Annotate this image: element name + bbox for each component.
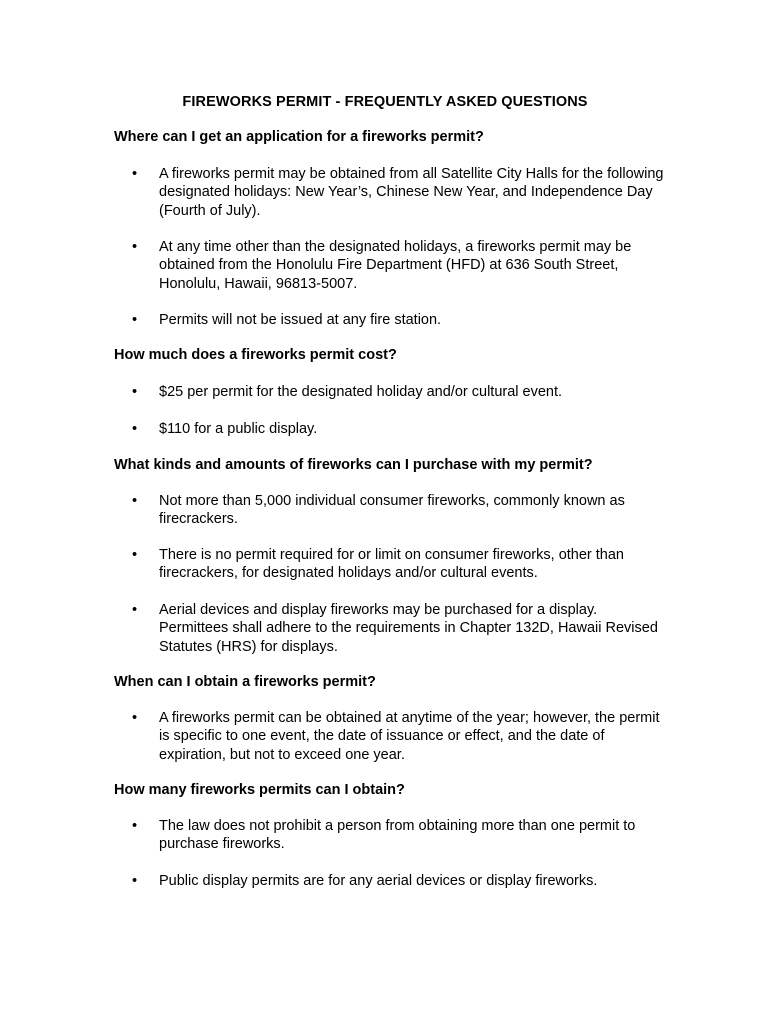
faq-question: How many fireworks permits can I obtain?: [114, 782, 405, 798]
faq-answer: $110 for a public display.: [159, 421, 318, 437]
bullet-icon: •: [132, 166, 138, 182]
faq-answer: A fireworks permit can be obtained at anytime of the year; however, the permit is specific to one event, the date of issuance or effect, and the date of expiration, but not to exceed one year.: [159, 710, 660, 763]
faq-answer: Aerial devices and display fireworks may be purchased for a display. Permittees shall adhere to the requirements in Chapter 132D, Hawaii Revised Statutes (HRS) for displays.: [159, 602, 658, 655]
faq-answer: At any time other than the designated holidays, a fireworks permit may be obtained from the Honolulu Fire Department (HFD) at 636 South Street, Honolulu, Hawaii, 96813-5007.: [159, 239, 632, 292]
bullet-icon: •: [132, 239, 138, 255]
bullet-icon: •: [132, 421, 138, 437]
bullet-icon: •: [132, 384, 138, 400]
page-title: FIREWORKS PERMIT - FREQUENTLY ASKED QUESTIONS: [182, 94, 588, 110]
faq-answer: Not more than 5,000 individual consumer fireworks, commonly known as firecrackers.: [159, 493, 625, 528]
bullet-icon: •: [132, 602, 138, 618]
bullet-icon: •: [132, 547, 138, 563]
faq-answer: Public display permits are for any aerial devices or display fireworks.: [159, 873, 598, 889]
faq-answer: Permits will not be issued at any fire station.: [159, 312, 442, 328]
faq-answer: $25 per permit for the designated holiday and/or cultural event.: [159, 384, 563, 400]
bullet-icon: •: [132, 710, 138, 726]
faq-question: Where can I get an application for a fireworks permit?: [114, 129, 484, 145]
bullet-icon: •: [132, 873, 138, 889]
faq-question: When can I obtain a fireworks permit?: [114, 674, 376, 690]
faq-question: How much does a fireworks permit cost?: [114, 347, 397, 363]
faq-answer: The law does not prohibit a person from obtaining more than one permit to purchase fireworks.: [159, 818, 636, 853]
bullet-icon: •: [132, 493, 138, 509]
faq-answer: There is no permit required for or limit on consumer fireworks, other than firecrackers, for designated holidays and/or cultural events.: [159, 547, 624, 582]
faq-answer: A fireworks permit may be obtained from all Satellite City Halls for the following designated holidays: New Year’s, Chinese New Year, and Independence Day (Fourth of July).: [159, 166, 664, 219]
bullet-icon: •: [132, 312, 138, 328]
faq-question: What kinds and amounts of fireworks can I purchase with my permit?: [114, 457, 593, 473]
bullet-icon: •: [132, 818, 138, 834]
